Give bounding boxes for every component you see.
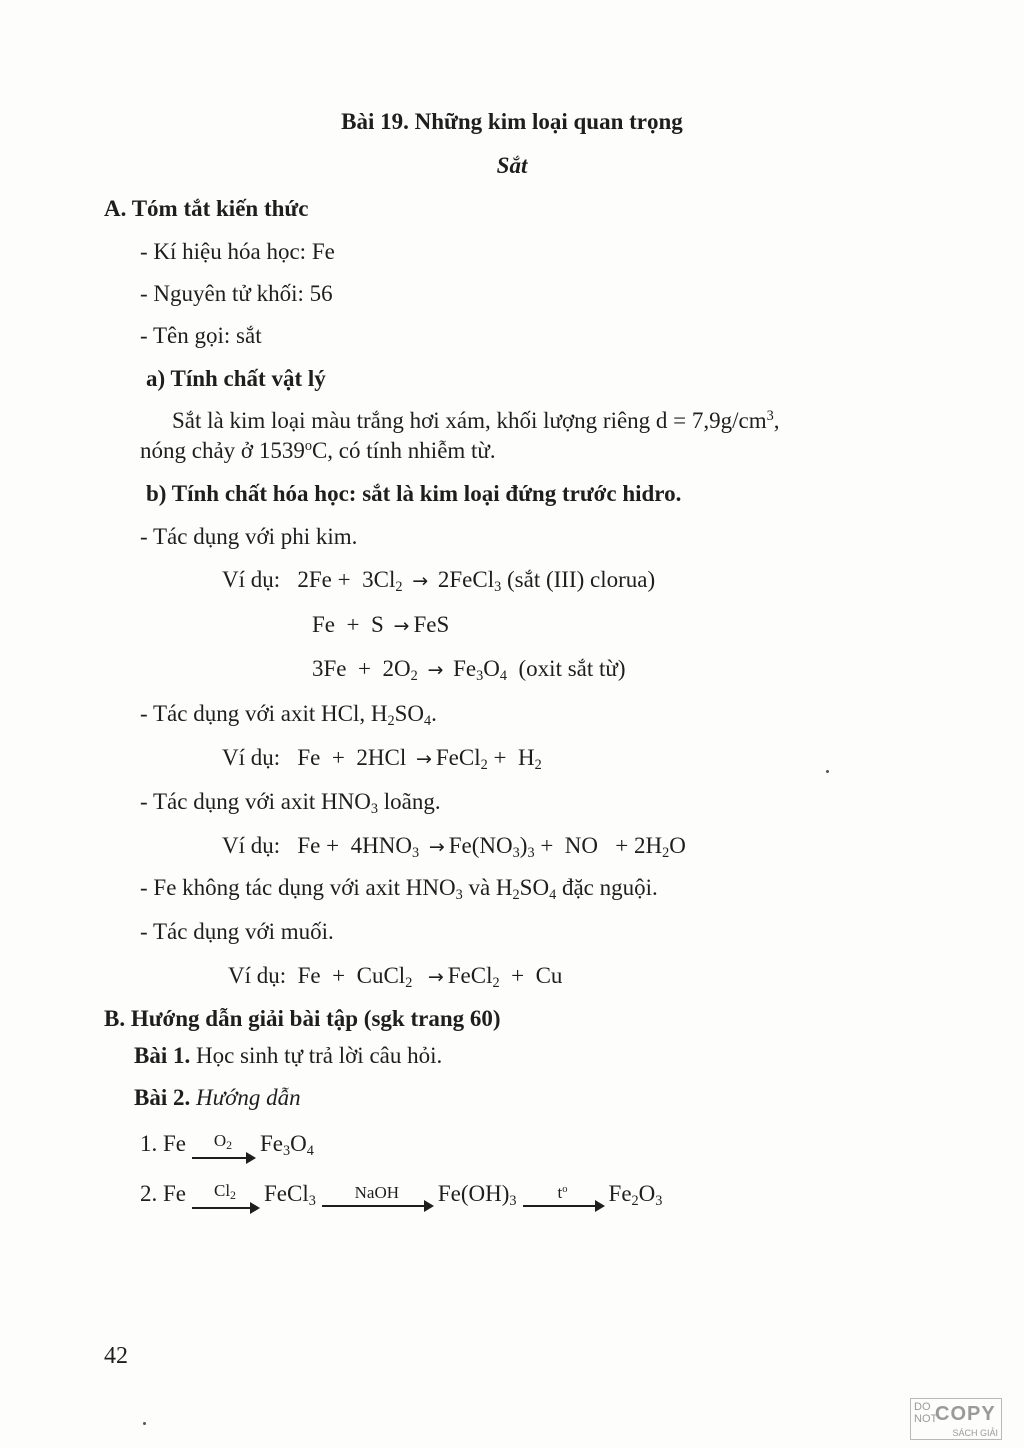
watermark-brand: COPY — [935, 1403, 996, 1425]
watermark-do: DO NOT — [914, 1401, 938, 1425]
speck-mark — [826, 770, 829, 773]
bai1-line: Bài 1. Học sinh tự trả lời câu hỏi. — [134, 1043, 443, 1068]
reaction-arrow-heat: $t^o$ — [523, 1184, 603, 1207]
do-not-copy-watermark — [910, 1398, 1002, 1440]
equation-fe-s: Fe + S → FeS — [312, 612, 450, 637]
section-b-heading: B. Hướng dẫn giải bài tập (sgk trang 60) — [104, 1006, 501, 1031]
physical-heading: a) Tính chất vật lý — [146, 366, 326, 391]
speck-mark — [143, 1422, 146, 1425]
equation-fe-hno3: Ví dụ: $Fe + 4HNO_3 \to Fe(NO_3)_3$ + NO + $2H_2O$ — [222, 833, 686, 861]
page-number: 42 — [104, 1343, 128, 1369]
equation-fe-cucl2: Ví dụ: Fe + CuCl$_2$ → FeCl$_2$ + Cu — [228, 963, 563, 991]
physical-text-2: nóng chảy ở 1539$^o$C, có tính nhiễm từ. — [140, 438, 496, 463]
bai2-line: Bài 2. Hướng dẫn — [134, 1085, 301, 1110]
physical-text-1: Sắt là kim loại màu trắng hơi xám, khối lượng riêng $d = 7,9g/cm^3$, — [172, 408, 780, 433]
salt-line: - Tác dụng với muối. — [140, 919, 334, 944]
reaction-arrow-cl2: Cl2 — [192, 1182, 258, 1209]
equation-fe-hcl: Ví dụ: Fe + 2HCl → FeCl$_2$ + $H_2$ — [222, 745, 542, 773]
section-a-heading: A. Tóm tắt kiến thức — [104, 196, 309, 221]
reaction-arrow-naoh: NaOH — [322, 1184, 432, 1207]
watermark-source: SÁCH GIẢI — [952, 1428, 998, 1438]
acid-line: - Tác dụng với axit HCl, $H_2SO_4$. — [140, 701, 437, 729]
equation-fe-cl2: Ví dụ: $2Fe + 3Cl_2$ → 2FeCl$_3$ (sắt (III) clorua) — [222, 567, 656, 595]
name-line: - Tên gọi: sắt — [140, 323, 262, 348]
scheme-1: 1. Fe O2 $Fe_3O_4$ — [140, 1131, 314, 1159]
equation-fe-o2: $3Fe + 2O_2 \to Fe_3O_4$ (oxit sắt từ) — [312, 656, 626, 684]
symbol-line: - Kí hiệu hóa học: Fe — [140, 239, 335, 264]
lesson-subtitle: Sắt — [496, 153, 528, 178]
hno3-line: - Tác dụng với axit $HNO_3$ loãng. — [140, 789, 441, 817]
chemical-heading: b) Tính chất hóa học: sắt là kim loại đứng trước hidro. — [146, 481, 682, 506]
passive-line: - Fe không tác dụng với axit $HNO_3$ và $H_2SO_4$ đặc nguội. — [140, 875, 658, 903]
reaction-arrow-o2: O2 — [192, 1132, 254, 1159]
nonmetal-line: - Tác dụng với phi kim. — [140, 524, 358, 549]
scheme-2: 2. Fe Cl2 FeCl$_3$ NaOH $Fe(OH)_3$ $t^o$ $Fe_2O_3$ — [140, 1181, 663, 1209]
atomic-mass-line: - Nguyên tử khối: 56 — [140, 281, 333, 306]
lesson-title: Bài 19. Những kim loại quan trọng — [341, 109, 683, 134]
